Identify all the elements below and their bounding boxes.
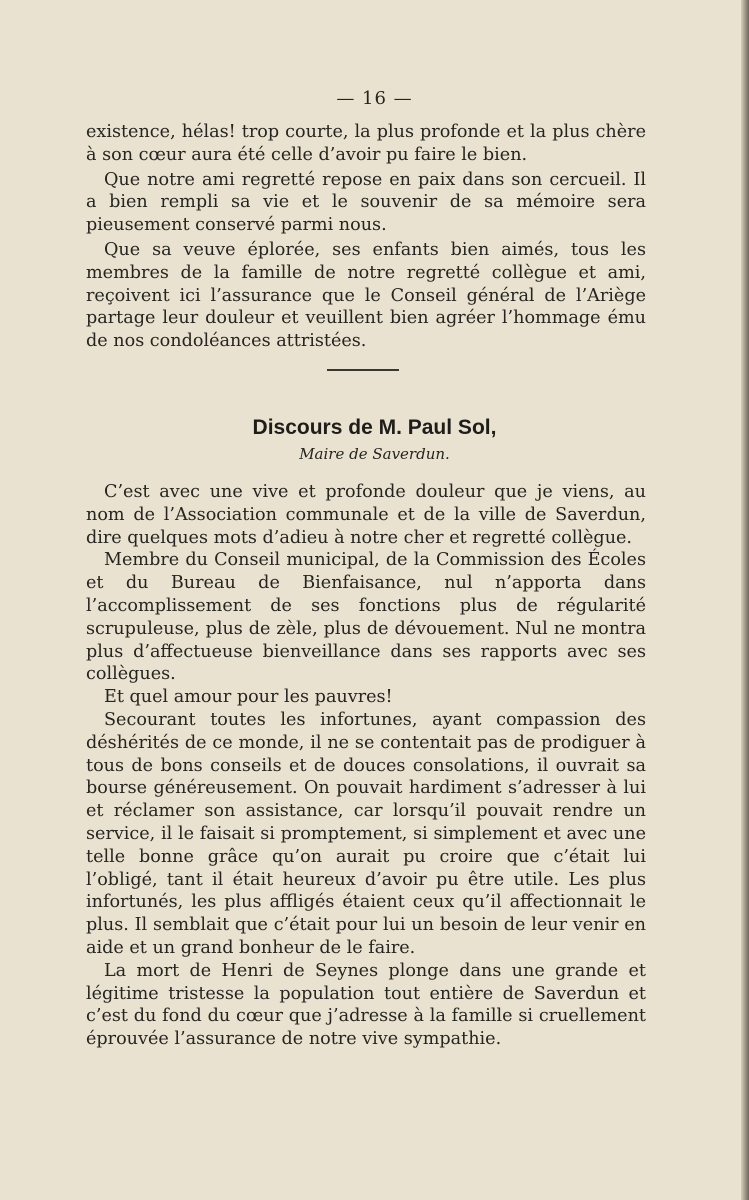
section-title: Discours de M. Paul Sol, [252,416,497,439]
paragraph-secourant: Secourant toutes les infortunes, ayant compassion des déshérités de ce monde, il ne se contentait pas de prodiguer à tous de bons conseils et de douces consolations, il ouvrait sa bourse généreusement. On pouvait hardiment s’adresser à lui et réclamer son assistance, car lorsqu’il pouvait rendre un service, il le faisait si promptement, si simplement et avec une telle bonne grâce qu’on aurait pu croire que c’était lui l’obligé, tant il était heureux d’avoir pu être utile. Les plus infortunés, les plus affligés étaient ceux qu’il affectionnait le plus. Il semblait que c’était pour lui un besoin de leur venir en aide et un grand bonheur de le faire. [86,709,646,958]
page-edge-shadow [741,0,749,1200]
paragraph-mort: La mort de Henri de Seynes plonge dans une grande et légitime tristesse la population tout entière de Saverdun et c’est du fond du cœur que j’adresse à la famille si cruellement éprouvée l’assurance de notre vive sympathie. [86,960,646,1050]
paragraph-condolences: Que sa veuve éplorée, ses enfants bien aimés, tous les membres de la famille de notre regretté collègue et ami, reçoivent ici l’assurance que le Conseil général de l’Ariège partage leur douleur et veuillent bien agréer l’hommage ému de nos condoléances attristées. [86,239,646,352]
speech-text-block [86,481,646,1051]
paragraph-amour: Et quel amour pour les pauvres! [104,687,393,708]
paragraph-membre: Membre du Conseil municipal, de la Commission des Écoles et du Bureau de Bienfaisance, nul n’apporta dans l’accomplissement de ses fonctions plus de régularité scrupuleuse, plus de zèle, plus de dévouement. Nul ne montra plus d’affectueuse bienveillance dans ses rapports avec ses collègues. [86,550,646,685]
section-subtitle: Maire de Saverdun. [299,445,450,463]
top-text-block [86,121,646,353]
paragraph-repose: Que notre ami regretté repose en paix dans son cercueil. Il a bien rempli sa vie et le souvenir de sa mémoire sera pieusement conservé parmi nous. [86,169,646,236]
paragraph-existence: existence, hélas! trop courte, la plus profonde et la plus chère à son cœur aura été celle d’avoir pu faire le bien. [86,122,646,165]
page-number: — 16 — [336,88,413,109]
paragraph-douleur: C’est avec une vive et profonde douleur que je viens, au nom de l’Association communale et de la ville de Saverdun, dire quelques mots d’adieu à notre cher et regretté collègue. [86,482,646,548]
section-divider [327,369,399,371]
